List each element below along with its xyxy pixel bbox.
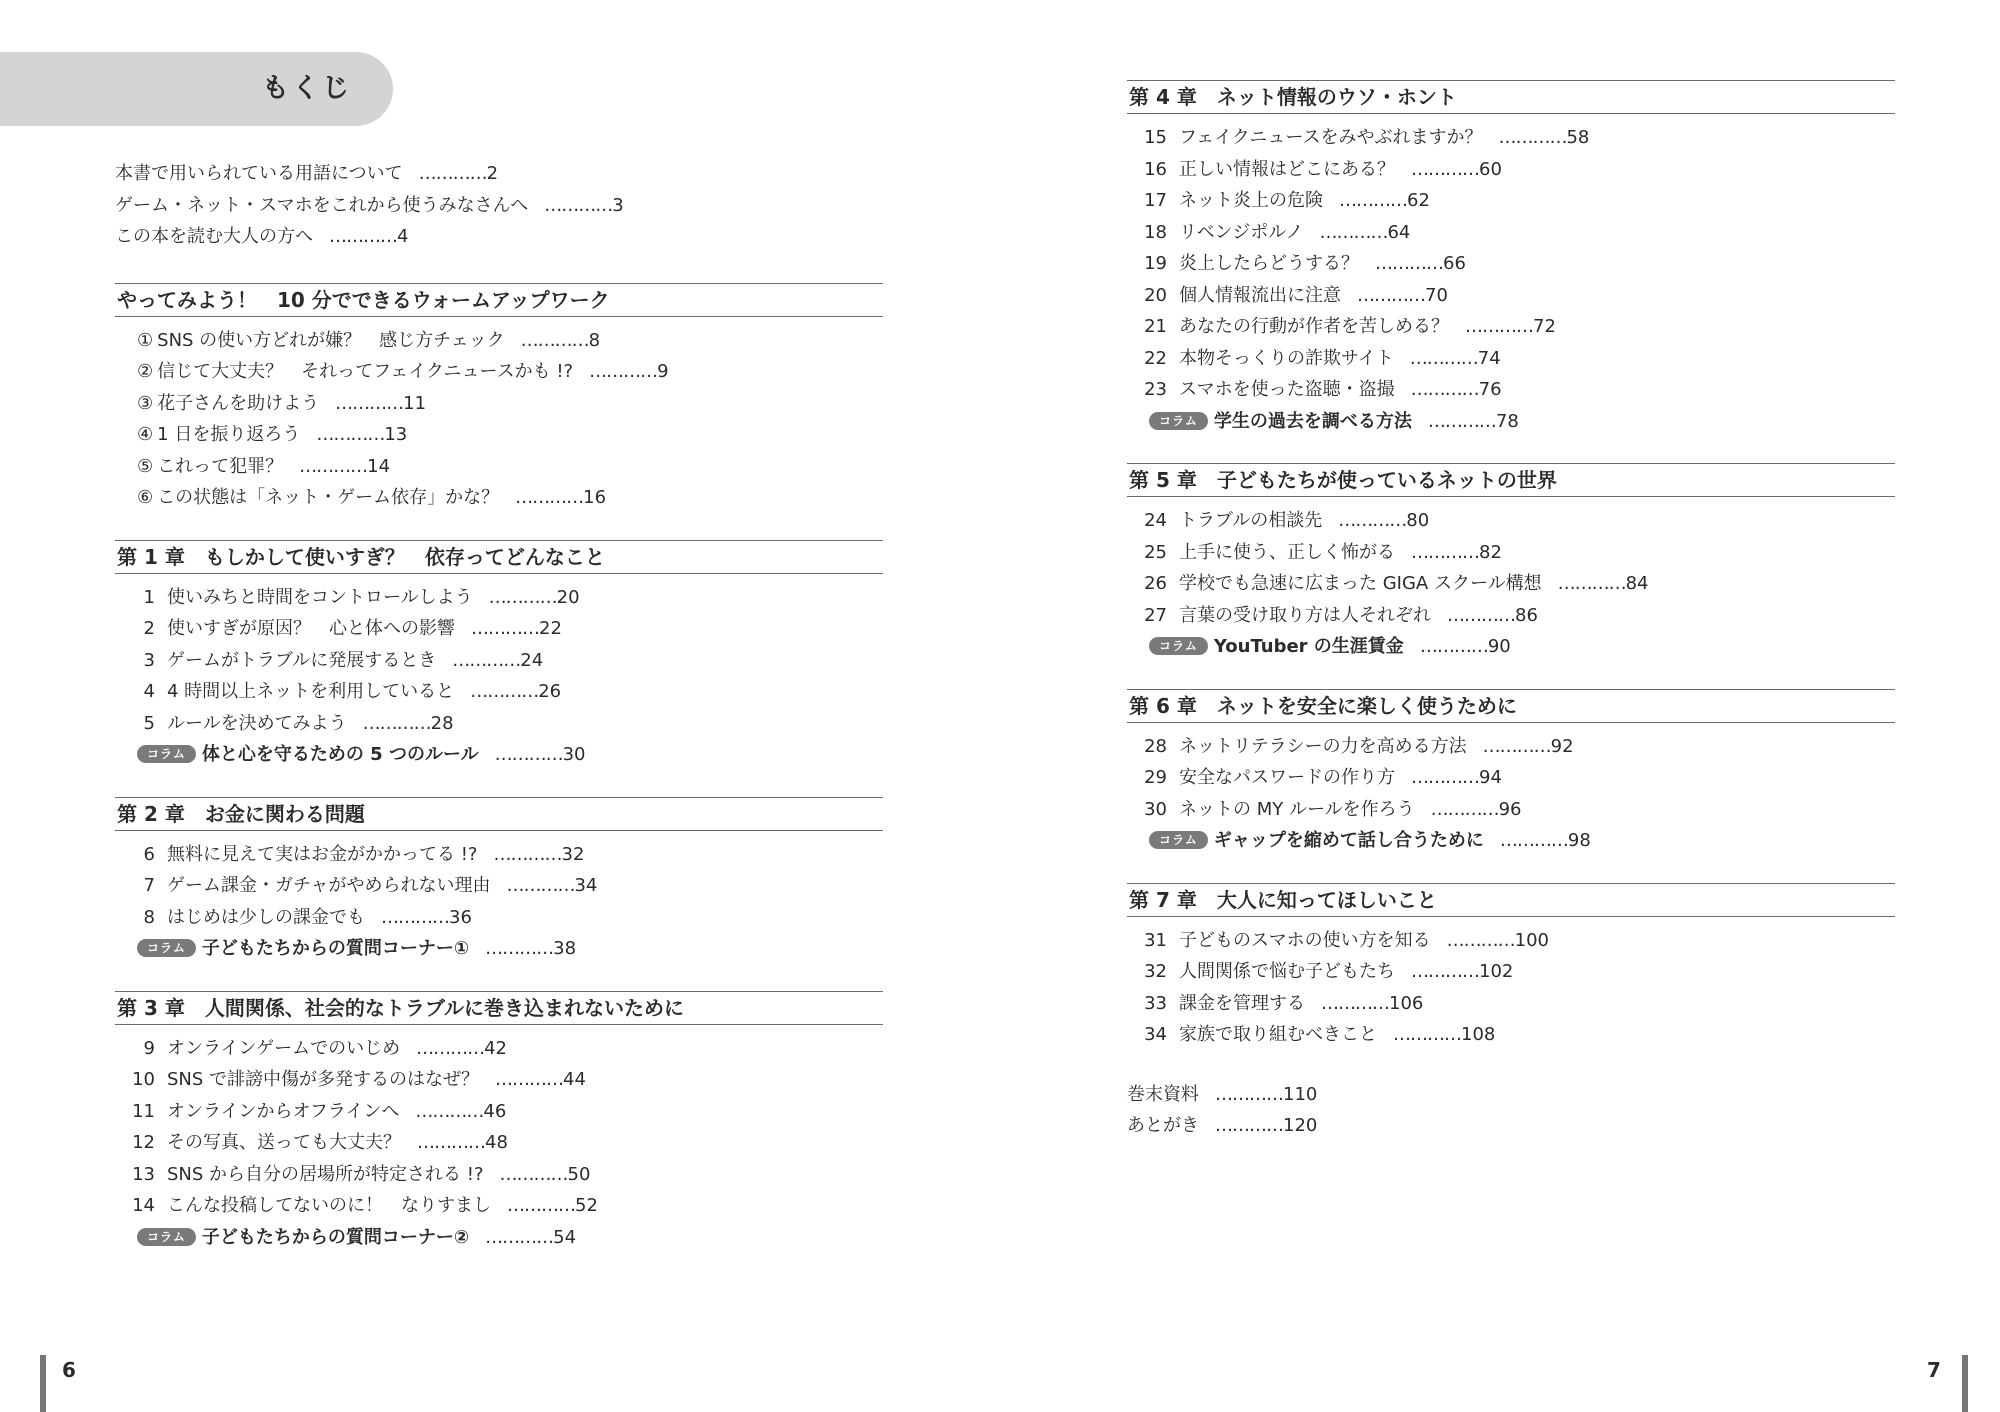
entry-title: YouTuber の生涯賃金: [1213, 636, 1404, 657]
entry-title: オンラインゲームでのいじめ: [167, 1037, 401, 1059]
leader-dots: …………: [1215, 1115, 1283, 1136]
toc-entry[interactable]: [115, 613, 883, 645]
column-badge: コラム: [1149, 831, 1208, 849]
entry-mark: ④: [137, 424, 154, 445]
entry-mark: ②: [137, 361, 154, 382]
toc-entry[interactable]: [1127, 1110, 1895, 1142]
toc-entry[interactable]: [115, 325, 883, 357]
entry-title: 子どものスマホの使い方を知る: [1179, 929, 1431, 951]
entry-title: 人間関係で悩む子どもたち: [1179, 961, 1395, 982]
entry-title: これって犯罪？: [157, 455, 284, 477]
entry-title: 1 日を振り返ろう: [157, 424, 301, 445]
toc-entry[interactable]: [1127, 343, 1895, 375]
entry-page: 78: [1495, 410, 1519, 432]
entry-title: 安全なパスワードの作り方: [1179, 767, 1395, 788]
entry-number: 28: [1144, 735, 1167, 757]
toc-entry[interactable]: [1127, 505, 1895, 537]
entry-title: この本を読む大人の方へ: [115, 226, 313, 247]
entry-page: 82: [1479, 541, 1502, 563]
toc-entry[interactable]: [1127, 154, 1895, 186]
entry-title: あなたの行動が作者を苦しめる？: [1179, 316, 1449, 337]
toc-entry[interactable]: [115, 1096, 883, 1128]
warmup-section: [115, 283, 883, 514]
toc-entry[interactable]: [1127, 925, 1895, 957]
leader-dots: …………: [493, 843, 562, 865]
entry-number: 26: [1144, 573, 1167, 594]
toc-entry[interactable]: [115, 1127, 883, 1159]
leader-dots: …………: [316, 424, 385, 445]
entry-title: 使いすぎが原因？ 心と体への影響: [167, 618, 455, 639]
entry-title: 使いみちと時間をコントロールしよう: [167, 586, 473, 608]
toc-entry[interactable]: [1127, 1019, 1895, 1051]
toc-entry[interactable]: [1127, 731, 1895, 763]
entry-page: 62: [1407, 190, 1430, 211]
entry-title: 花子さんを助けよう: [157, 392, 320, 414]
entry-number: 30: [1144, 798, 1167, 820]
entry-page: 13: [384, 424, 408, 445]
toc-entry[interactable]: [1127, 248, 1895, 280]
entry-title: 学校でも急速に広まった GIGA スクール構想: [1179, 573, 1542, 594]
entry-title: この状態は「ネット・ゲーム依存」かな？: [157, 487, 500, 508]
entry-title: 本物そっくりの詐欺サイト: [1179, 347, 1394, 369]
toc-entry[interactable]: [1127, 537, 1895, 569]
entry-page: 96: [1498, 798, 1522, 820]
page-number: 6: [62, 1358, 76, 1382]
entry-title: SNS の使い方どれが嫌？ 感じ方チェック: [157, 329, 505, 351]
toc-column-right: [1127, 80, 1895, 1142]
entry-page: 8: [588, 329, 601, 351]
entry-page: 64: [1387, 221, 1411, 243]
entry-title: あとがき: [1127, 1115, 1199, 1136]
chapter-heading[interactable]: 第 2 章 お金に関わる問題: [115, 797, 883, 831]
toc-entry[interactable]: [1127, 600, 1895, 632]
toc-entry[interactable]: [115, 902, 883, 934]
entry-mark: ①: [137, 329, 154, 351]
leader-dots: …………: [381, 906, 449, 928]
entry-page: 34: [574, 875, 598, 896]
entry-title: 巻末資料: [1127, 1083, 1199, 1105]
leader-dots: …………: [1411, 961, 1479, 982]
entry-page: 22: [539, 618, 562, 639]
toc-entry[interactable]: [115, 1190, 883, 1222]
entry-number: 15: [1144, 127, 1167, 148]
toc-entry[interactable]: [115, 190, 883, 222]
back-matter: [1127, 1079, 1895, 1142]
toc-entry[interactable]: [115, 1064, 883, 1096]
entry-number: 18: [1144, 221, 1167, 243]
column-badge: コラム: [137, 939, 196, 957]
leader-dots: …………: [1357, 284, 1425, 306]
chapter-4: [1127, 80, 1895, 437]
leader-dots: …………: [506, 875, 575, 896]
entry-page: 98: [1567, 830, 1591, 851]
entry-title: 本書で用いられている用語について: [115, 163, 403, 184]
entry-page: 9: [657, 361, 669, 382]
entry-title: ネットリテラシーの力を高める方法: [1179, 735, 1467, 757]
toc-entry[interactable]: [115, 1033, 883, 1065]
entry-title: ネットの MY ルールを作ろう: [1179, 798, 1415, 820]
leader-dots: …………: [1215, 1083, 1283, 1105]
entry-title: ゲーム・ネット・スマホをこれから使うみなさんへ: [115, 194, 529, 216]
entry-title: はじめは少しの課金でも: [167, 906, 365, 928]
entry-page: 90: [1487, 636, 1511, 657]
page-number: 7: [1927, 1358, 1941, 1382]
entry-title: 体と心を守るための 5 つのルール: [201, 744, 479, 765]
entry-page: 4: [397, 226, 409, 247]
entry-page: 14: [367, 455, 391, 477]
toc-title-tab: [0, 52, 393, 126]
entry-number: 11: [132, 1100, 155, 1122]
entry-number: 1: [143, 586, 155, 608]
entry-number: 10: [132, 1069, 155, 1090]
entry-title: 課金を管理する: [1179, 992, 1305, 1014]
leader-dots: …………: [494, 744, 563, 765]
toc-entry[interactable]: [115, 221, 883, 253]
entry-title: こんな投稿してないのに！ なりすまし: [167, 1195, 491, 1216]
entry-page: 28: [430, 712, 454, 734]
toc-entry[interactable]: [115, 839, 883, 871]
entry-title: 上手に使う、正しく怖がる: [1179, 541, 1395, 563]
toc-entry[interactable]: [1127, 956, 1895, 988]
entry-title: オンラインからオフラインへ: [167, 1100, 400, 1122]
entry-page: 80: [1406, 510, 1430, 531]
entry-number: 32: [1144, 961, 1167, 982]
entry-number: 8: [143, 906, 155, 928]
toc-entry[interactable]: [115, 388, 883, 420]
entry-page: 102: [1479, 961, 1514, 982]
leader-dots: …………: [1465, 316, 1533, 337]
entry-page: 92: [1550, 735, 1574, 757]
leader-dots: …………: [335, 392, 404, 414]
entry-page: 100: [1514, 929, 1549, 951]
entry-page: 32: [561, 843, 585, 865]
chapter-5: [1127, 463, 1895, 663]
intro-list: [115, 158, 883, 253]
leader-dots: …………: [488, 586, 557, 608]
leader-dots: …………: [417, 1132, 485, 1153]
leader-dots: …………: [1419, 636, 1488, 657]
column-entry[interactable]: [115, 1222, 883, 1254]
toc-entry[interactable]: [1127, 1079, 1895, 1111]
toc-entry[interactable]: [115, 645, 883, 677]
entry-page: 3: [612, 194, 624, 216]
leader-dots: …………: [362, 712, 431, 734]
toc-entry[interactable]: [1127, 794, 1895, 826]
chapter-6: [1127, 689, 1895, 857]
entry-page: 24: [520, 649, 544, 671]
entry-page: 84: [1625, 573, 1649, 594]
leader-dots: …………: [1447, 604, 1515, 626]
toc-entry[interactable]: [115, 356, 883, 388]
entry-title: 4 時間以上ネットを利用していると: [167, 681, 455, 702]
entry-number: 19: [1144, 253, 1167, 274]
toc-entry[interactable]: [115, 419, 883, 451]
leader-dots: …………: [499, 1163, 568, 1185]
entry-page: 94: [1479, 767, 1502, 788]
entry-number: 9: [143, 1037, 155, 1059]
entry-title: トラブルの相談先: [1179, 510, 1323, 531]
entry-number: 6: [143, 843, 155, 865]
entry-page: 52: [575, 1195, 598, 1216]
leader-dots: …………: [1446, 929, 1515, 951]
leader-dots: …………: [507, 1195, 575, 1216]
chapter-7: [1127, 883, 1895, 1051]
column-entry[interactable]: [115, 933, 883, 965]
toc-entry[interactable]: [1127, 762, 1895, 794]
leader-dots: …………: [520, 329, 589, 351]
entry-number: 2: [143, 618, 155, 639]
entry-mark: ⑥: [137, 487, 154, 508]
entry-number: 14: [132, 1195, 155, 1216]
entry-title: 子どもたちからの質問コーナー②: [201, 1226, 470, 1248]
leader-dots: …………: [416, 1037, 485, 1059]
entry-title: ギャップを縮めて話し合うために: [1213, 830, 1484, 851]
entry-page: 86: [1515, 604, 1538, 626]
entry-title: 家族で取り組むべきこと: [1179, 1024, 1377, 1045]
leader-dots: …………: [1482, 735, 1551, 757]
toc-entry[interactable]: [115, 676, 883, 708]
leader-dots: …………: [415, 1100, 484, 1122]
toc-entry[interactable]: [115, 1159, 883, 1191]
leader-dots: …………: [589, 361, 658, 382]
entry-page: 11: [403, 392, 427, 414]
entry-title: 子どもたちからの質問コーナー①: [201, 938, 470, 959]
toc-entry[interactable]: [1127, 217, 1895, 249]
entry-number: 22: [1144, 347, 1167, 369]
folio-bar: [1962, 1355, 1968, 1412]
entry-mark: ⑤: [137, 455, 154, 477]
entry-number: 24: [1144, 510, 1167, 531]
toc-entry[interactable]: [1127, 568, 1895, 600]
leader-dots: …………: [1411, 767, 1479, 788]
chapter-2: [115, 797, 883, 965]
entry-mark: ③: [137, 392, 154, 414]
leader-dots: …………: [485, 938, 554, 959]
toc-entry[interactable]: [115, 708, 883, 740]
chapter-heading[interactable]: 第 4 章 ネット情報のウソ・ホント: [1127, 80, 1895, 114]
entry-page: 66: [1443, 253, 1466, 274]
leader-dots: …………: [470, 681, 539, 702]
toc-entry[interactable]: [1127, 311, 1895, 343]
leader-dots: …………: [1319, 221, 1388, 243]
entry-page: 120: [1283, 1115, 1318, 1136]
toc-entry[interactable]: [1127, 185, 1895, 217]
entry-title: 信じて大丈夫？ それってフェイクニュースかも !?: [157, 361, 574, 382]
entry-number: 34: [1144, 1024, 1167, 1045]
entry-number: 12: [132, 1132, 155, 1153]
entry-number: 17: [1144, 190, 1167, 211]
leader-dots: …………: [329, 226, 397, 247]
chapter-heading[interactable]: 第 1 章 もしかして使いすぎ？ 依存ってどんなこと: [115, 540, 883, 574]
leader-dots: …………: [1375, 253, 1443, 274]
entry-title: その写真、送っても大丈夫？: [167, 1132, 401, 1153]
folio-bar: [40, 1355, 46, 1412]
chapter-heading[interactable]: 第 7 章 大人に知ってほしいこと: [1127, 883, 1895, 917]
leader-dots: …………: [1338, 510, 1407, 531]
entry-page: 110: [1283, 1083, 1318, 1105]
entry-page: 38: [553, 938, 577, 959]
entry-number: 7: [143, 875, 155, 896]
leader-dots: …………: [1557, 573, 1626, 594]
column-entry[interactable]: [1127, 406, 1895, 438]
entry-page: 50: [567, 1163, 591, 1185]
entry-page: 48: [485, 1132, 508, 1153]
section-heading[interactable]: やってみよう！ 10 分でできるウォームアップワーク: [115, 283, 883, 317]
leader-dots: …………: [1410, 379, 1479, 400]
entry-page: 16: [583, 487, 607, 508]
leader-dots: …………: [1411, 541, 1479, 563]
entry-title: スマホを使った盗聴・盗撮: [1179, 379, 1395, 400]
column-entry[interactable]: [1127, 825, 1895, 857]
chapter-heading[interactable]: 第 6 章 ネットを安全に楽しく使うために: [1127, 689, 1895, 723]
entry-title: フェイクニュースをみやぶれますか？: [1179, 127, 1483, 148]
entry-page: 20: [556, 586, 580, 608]
leader-dots: …………: [1427, 410, 1496, 432]
leader-dots: …………: [452, 649, 521, 671]
toc-entry[interactable]: [115, 158, 883, 190]
entry-number: 3: [143, 649, 155, 671]
entry-number: 4: [143, 681, 155, 702]
entry-page: 46: [483, 1100, 507, 1122]
entry-title: 正しい情報はどこにある？: [1179, 158, 1395, 180]
toc-entry[interactable]: [115, 451, 883, 483]
entry-page: 2: [486, 163, 499, 184]
entry-number: 33: [1144, 992, 1167, 1014]
entry-number: 20: [1144, 284, 1167, 306]
leader-dots: …………: [495, 1069, 564, 1090]
entry-title: ゲームがトラブルに発展するとき: [167, 649, 437, 671]
entry-title: 言葉の受け取り方は人それぞれ: [1179, 604, 1431, 626]
leader-dots: …………: [1339, 190, 1407, 211]
toc-entry[interactable]: [1127, 280, 1895, 312]
chapter-1: [115, 540, 883, 771]
entry-title: SNS で誹謗中傷が多発するのはなぜ？: [167, 1069, 480, 1090]
entry-title: 無料に見えて実はお金がかかってる !?: [167, 843, 478, 865]
leader-dots: …………: [418, 163, 487, 184]
entry-number: 29: [1144, 767, 1167, 788]
entry-page: 58: [1566, 127, 1590, 148]
toc-title: もくじ: [262, 73, 352, 104]
entry-page: 30: [562, 744, 586, 765]
entry-number: 31: [1144, 929, 1167, 951]
entry-number: 13: [132, 1163, 155, 1185]
toc-column-left: [115, 158, 883, 1261]
entry-page: 54: [553, 1226, 577, 1248]
leader-dots: …………: [544, 194, 613, 216]
entry-page: 74: [1477, 347, 1501, 369]
entry-number: 5: [143, 712, 155, 734]
leader-dots: …………: [1409, 347, 1478, 369]
column-badge: コラム: [1149, 637, 1208, 655]
toc-entry[interactable]: [1127, 988, 1895, 1020]
entry-page: 60: [1479, 158, 1502, 180]
entry-number: 23: [1144, 379, 1167, 400]
entry-title: 学生の過去を調べる方法: [1213, 410, 1412, 432]
column-badge: コラム: [1149, 412, 1208, 430]
chapter-heading[interactable]: 第 5 章 子どもたちが使っているネットの世界: [1127, 463, 1895, 497]
leader-dots: …………: [1393, 1024, 1461, 1045]
chapter-3: [115, 991, 883, 1254]
leader-dots: …………: [1411, 158, 1479, 180]
entry-number: 21: [1144, 316, 1167, 337]
entry-page: 76: [1478, 379, 1502, 400]
entry-page: 42: [484, 1037, 508, 1059]
leader-dots: …………: [1321, 992, 1389, 1014]
leader-dots: …………: [471, 618, 539, 639]
chapter-heading[interactable]: 第 3 章 人間関係、社会的なトラブルに巻き込まれないために: [115, 991, 883, 1025]
leader-dots: …………: [299, 455, 368, 477]
entry-page: 106: [1389, 992, 1424, 1014]
entry-page: 26: [538, 681, 562, 702]
column-entry[interactable]: [115, 739, 883, 771]
entry-title: 炎上したらどうする？: [1179, 253, 1359, 274]
entry-title: SNS から自分の居場所が特定される !?: [167, 1163, 484, 1185]
entry-number: 27: [1144, 604, 1167, 626]
entry-title: 個人情報流出に注意: [1179, 284, 1341, 306]
entry-title: ネット炎上の危険: [1179, 190, 1323, 211]
leader-dots: …………: [1499, 830, 1568, 851]
leader-dots: …………: [485, 1226, 554, 1248]
entry-title: ルールを決めてみよう: [167, 712, 347, 734]
toc-entry[interactable]: [1127, 374, 1895, 406]
entry-page: 108: [1461, 1024, 1496, 1045]
entry-title: ゲーム課金・ガチャがやめられない理由: [167, 875, 491, 896]
leader-dots: …………: [1430, 798, 1499, 820]
entry-page: 44: [563, 1069, 586, 1090]
column-badge: コラム: [137, 1228, 196, 1246]
column-badge: コラム: [137, 745, 196, 763]
entry-title: リベンジポルノ: [1179, 221, 1304, 243]
toc-entry[interactable]: [1127, 122, 1895, 154]
toc-entry[interactable]: [115, 582, 883, 614]
toc-entry[interactable]: [115, 482, 883, 514]
entry-page: 70: [1425, 284, 1448, 306]
entry-page: 36: [449, 906, 472, 928]
toc-entry[interactable]: [115, 870, 883, 902]
column-entry[interactable]: [1127, 631, 1895, 663]
leader-dots: …………: [1498, 127, 1567, 148]
entry-number: 25: [1144, 541, 1167, 563]
entry-page: 72: [1533, 316, 1556, 337]
leader-dots: …………: [515, 487, 584, 508]
entry-number: 16: [1144, 158, 1167, 180]
